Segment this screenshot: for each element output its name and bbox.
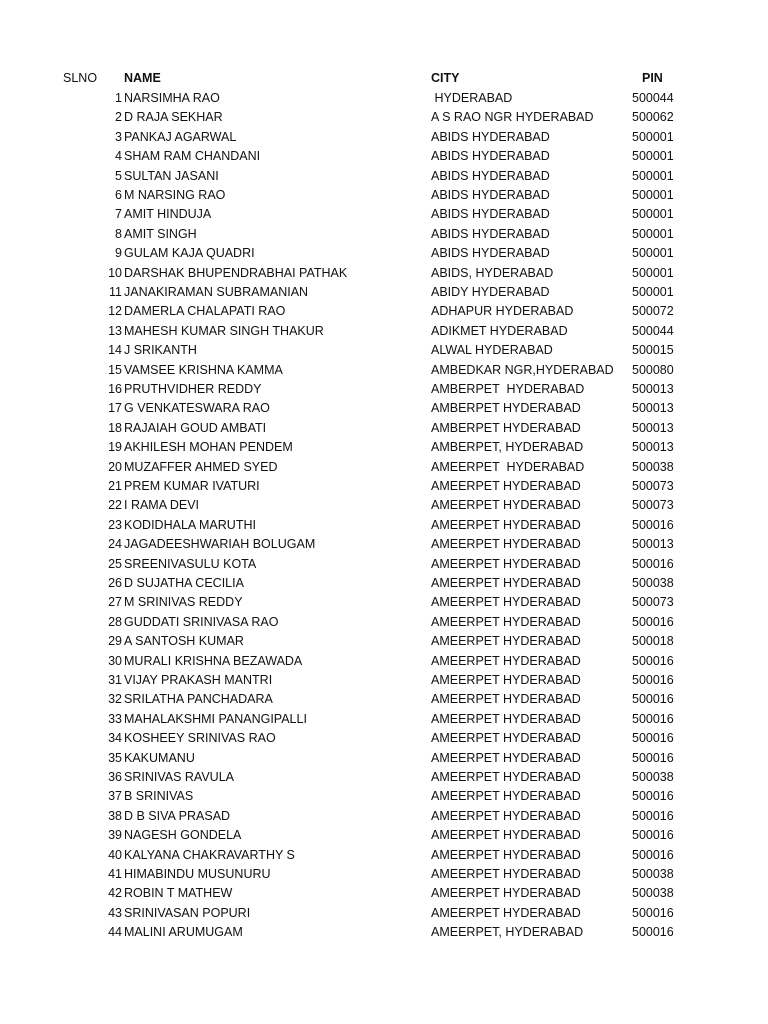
- slno-cell: 21: [108, 479, 122, 493]
- name-cell: NARSIMHA RAO: [124, 91, 220, 105]
- slno-cell: 4: [115, 149, 122, 164]
- slno-cell: 15: [108, 362, 122, 377]
- name-cell: D RAJA SEKHAR: [124, 110, 223, 125]
- slno-cell: 36: [108, 770, 122, 784]
- table-row: [0, 516, 768, 535]
- table-row: [0, 671, 768, 690]
- city-cell: AMEERPET HYDERABAD: [431, 750, 581, 765]
- table-row: [0, 632, 768, 651]
- table-row: [0, 593, 768, 612]
- table-row: [0, 652, 768, 671]
- city-cell: AMEERPET HYDERABAD: [431, 847, 581, 862]
- pin-cell: 500016: [632, 614, 674, 629]
- city-cell: HYDERABAD: [431, 91, 513, 105]
- table-row: [0, 419, 768, 438]
- name-cell: A SANTOSH KUMAR: [124, 634, 244, 649]
- table-row: [0, 264, 768, 283]
- city-cell: AMEERPET HYDERABAD: [431, 595, 581, 610]
- name-cell: J SRIKANTH: [124, 343, 197, 358]
- slno-cell: 24: [108, 537, 122, 552]
- pin-cell: 500001: [632, 207, 674, 222]
- table-row: [0, 710, 768, 729]
- pin-cell: 500038: [632, 576, 674, 590]
- pin-cell: 500072: [632, 304, 674, 319]
- pin-cell: 500044: [632, 91, 674, 105]
- slno-cell: 28: [108, 614, 122, 629]
- name-cell: PANKAJ AGARWAL: [124, 129, 237, 144]
- name-cell: KOSHEEY SRINIVAS RAO: [124, 731, 276, 746]
- city-cell: AMBERPET HYDERABAD: [431, 382, 585, 396]
- slno-cell: 6: [115, 188, 122, 202]
- pin-cell: 500013: [632, 401, 674, 416]
- table-row: [0, 574, 768, 593]
- slno-cell: 23: [108, 517, 122, 532]
- table-row: [0, 361, 768, 380]
- pin-cell: 500001: [632, 226, 674, 241]
- slno-cell: 1: [115, 91, 122, 105]
- slno-cell: 43: [108, 905, 122, 920]
- city-cell: AMEERPET, HYDERABAD: [431, 925, 584, 940]
- name-cell: GULAM KAJA QUADRI: [124, 246, 255, 261]
- table-row: [0, 768, 768, 787]
- pin-cell: 500016: [632, 692, 674, 707]
- pin-cell: 500001: [632, 129, 674, 144]
- table-row: [0, 535, 768, 554]
- table-row: [0, 807, 768, 826]
- name-cell: M SRINIVAS REDDY: [124, 595, 243, 610]
- name-cell: I RAMA DEVI: [124, 498, 200, 513]
- table-row: [0, 341, 768, 360]
- slno-cell: 11: [109, 285, 122, 299]
- city-cell: AMBERPET HYDERABAD: [431, 401, 581, 416]
- pin-cell: 500038: [632, 459, 674, 474]
- table-row: [0, 399, 768, 418]
- pin-cell: 500080: [632, 362, 674, 377]
- slno-cell: 22: [108, 498, 122, 513]
- table-header-row: [0, 69, 768, 88]
- pin-cell: 500016: [632, 653, 674, 668]
- city-cell: ABIDS HYDERABAD: [431, 207, 550, 222]
- city-cell: ABIDS HYDERABAD: [431, 246, 550, 261]
- name-cell: GUDDATI SRINIVASA RAO: [124, 614, 279, 629]
- table-row: [0, 787, 768, 806]
- city-cell: ADIKMET HYDERABAD: [431, 323, 568, 338]
- table-row: [0, 167, 768, 186]
- column-header-city: CITY: [431, 71, 460, 85]
- slno-cell: 16: [108, 382, 122, 396]
- name-cell: PREM KUMAR IVATURI: [124, 479, 260, 493]
- city-cell: AMEERPET HYDERABAD: [431, 886, 581, 901]
- slno-cell: 39: [108, 828, 122, 843]
- city-cell: ALWAL HYDERABAD: [431, 343, 553, 358]
- name-cell: NAGESH GONDELA: [124, 828, 242, 843]
- table-row: [0, 826, 768, 845]
- city-cell: AMEERPET HYDERABAD: [431, 576, 581, 590]
- slno-cell: 10: [108, 265, 122, 280]
- table-row: [0, 496, 768, 515]
- name-cell: JAGADEESHWARIAH BOLUGAM: [124, 537, 316, 552]
- table-row: [0, 225, 768, 244]
- name-cell: M NARSING RAO: [124, 188, 226, 202]
- city-cell: AMBEDKAR NGR,HYDERABAD: [431, 362, 614, 377]
- pin-cell: 500016: [632, 905, 674, 920]
- slno-cell: 12: [108, 304, 122, 319]
- table-row: [0, 205, 768, 224]
- table-row: [0, 108, 768, 127]
- slno-cell: 8: [115, 226, 122, 241]
- pin-cell: 500038: [632, 867, 674, 881]
- pin-cell: 500001: [632, 246, 674, 261]
- table-row: [0, 749, 768, 768]
- slno-cell: 20: [108, 459, 122, 474]
- name-cell: KODIDHALA MARUTHI: [124, 517, 256, 532]
- pin-cell: 500016: [632, 750, 674, 765]
- pin-cell: 500016: [632, 808, 674, 823]
- city-cell: AMEERPET HYDERABAD: [431, 479, 581, 493]
- slno-cell: 44: [108, 925, 122, 940]
- name-cell: MALINI ARUMUGAM: [124, 925, 243, 940]
- slno-cell: 35: [108, 750, 122, 765]
- name-cell: AMIT HINDUJA: [124, 207, 212, 222]
- city-cell: AMEERPET HYDERABAD: [431, 789, 581, 804]
- city-cell: AMEERPET HYDERABAD: [431, 731, 581, 746]
- city-cell: ABIDS HYDERABAD: [431, 188, 550, 202]
- slno-cell: 29: [108, 634, 122, 649]
- city-cell: ABIDS, HYDERABAD: [431, 265, 554, 280]
- slno-cell: 34: [108, 731, 122, 746]
- city-cell: ABIDS HYDERABAD: [431, 129, 550, 144]
- city-cell: AMEERPET HYDERABAD: [431, 459, 585, 474]
- slno-cell: 37: [108, 789, 122, 804]
- slno-cell: 42: [108, 886, 122, 901]
- column-header-slno: SLNO: [63, 71, 98, 85]
- slno-cell: 31: [108, 673, 122, 687]
- name-cell: KALYANA CHAKRAVARTHY S: [124, 847, 295, 862]
- name-cell: VAMSEE KRISHNA KAMMA: [124, 362, 283, 377]
- pin-cell: 500016: [632, 673, 674, 687]
- column-header-pin: PIN: [642, 71, 663, 85]
- pin-cell: 500062: [632, 110, 674, 125]
- slno-cell: 7: [115, 207, 122, 222]
- name-cell: SRINIVASAN POPURI: [124, 905, 251, 920]
- slno-cell: 2: [115, 110, 122, 125]
- pin-cell: 500013: [632, 382, 674, 396]
- slno-cell: 38: [108, 808, 122, 823]
- table-row: [0, 884, 768, 903]
- name-cell: VIJAY PRAKASH MANTRI: [124, 673, 273, 687]
- city-cell: ABIDS HYDERABAD: [431, 149, 550, 164]
- city-cell: AMEERPET HYDERABAD: [431, 692, 581, 707]
- table-row: [0, 613, 768, 632]
- name-cell: DARSHAK BHUPENDRABHAI PATHAK: [124, 265, 348, 280]
- name-cell: SULTAN JASANI: [124, 168, 219, 183]
- pin-cell: 500016: [632, 828, 674, 843]
- pin-cell: 500001: [632, 265, 674, 280]
- city-cell: AMEERPET HYDERABAD: [431, 770, 581, 784]
- slno-cell: 41: [108, 867, 122, 881]
- slno-cell: 33: [108, 711, 122, 726]
- city-cell: A S RAO NGR HYDERABAD: [431, 110, 594, 125]
- table-row: [0, 904, 768, 923]
- city-cell: ABIDS HYDERABAD: [431, 168, 550, 183]
- name-cell: D B SIVA PRASAD: [124, 808, 231, 823]
- pin-cell: 500016: [632, 847, 674, 862]
- name-cell: SREENIVASULU KOTA: [124, 556, 257, 571]
- name-cell: SHAM RAM CHANDANI: [124, 149, 261, 164]
- name-cell: B SRINIVAS: [124, 789, 194, 804]
- pin-cell: 500001: [632, 188, 674, 202]
- pin-cell: 500016: [632, 731, 674, 746]
- table-row: [0, 690, 768, 709]
- city-cell: ABIDS HYDERABAD: [431, 226, 550, 241]
- table-row: [0, 302, 768, 321]
- pin-cell: 500038: [632, 770, 674, 784]
- name-cell: KAKUMANU: [124, 750, 195, 765]
- pin-cell: 500001: [632, 149, 674, 164]
- slno-cell: 9: [115, 246, 122, 261]
- city-cell: AMEERPET HYDERABAD: [431, 498, 581, 513]
- slno-cell: 17: [108, 401, 122, 416]
- name-cell: AKHILESH MOHAN PENDEM: [124, 440, 293, 455]
- city-cell: AMBERPET HYDERABAD: [431, 420, 581, 435]
- table-row: [0, 283, 768, 302]
- name-cell: AMIT SINGH: [124, 226, 197, 241]
- name-cell: SRINIVAS RAVULA: [124, 770, 234, 784]
- pin-cell: 500073: [632, 479, 674, 493]
- city-cell: ABIDY HYDERABAD: [431, 285, 550, 299]
- name-cell: HIMABINDU MUSUNURU: [124, 867, 271, 881]
- slno-cell: 40: [108, 847, 122, 862]
- name-cell: MAHESH KUMAR SINGH THAKUR: [124, 323, 324, 338]
- table-row: [0, 380, 768, 399]
- name-cell: D SUJATHA CECILIA: [124, 576, 244, 590]
- pin-cell: 500018: [632, 634, 674, 649]
- table-row: [0, 186, 768, 205]
- table-row: [0, 458, 768, 477]
- city-cell: AMEERPET HYDERABAD: [431, 867, 581, 881]
- pin-cell: 500016: [632, 925, 674, 940]
- table-row: [0, 555, 768, 574]
- city-cell: AMEERPET HYDERABAD: [431, 537, 581, 552]
- pin-cell: 500016: [632, 711, 674, 726]
- pin-cell: 500013: [632, 420, 674, 435]
- slno-cell: 19: [108, 440, 122, 455]
- pin-cell: 500073: [632, 595, 674, 610]
- table-row: [0, 147, 768, 166]
- slno-cell: 32: [108, 692, 122, 707]
- table-row: [0, 477, 768, 496]
- name-cell: MUZAFFER AHMED SYED: [124, 459, 278, 474]
- city-cell: AMEERPET HYDERABAD: [431, 905, 581, 920]
- pin-cell: 500038: [632, 886, 674, 901]
- city-cell: AMEERPET HYDERABAD: [431, 711, 581, 726]
- city-cell: ADHAPUR HYDERABAD: [431, 304, 574, 319]
- name-cell: PRUTHVIDHER REDDY: [124, 382, 262, 396]
- name-cell: JANAKIRAMAN SUBRAMANIAN: [124, 285, 309, 299]
- city-cell: AMEERPET HYDERABAD: [431, 517, 581, 532]
- slno-cell: 14: [108, 343, 122, 358]
- slno-cell: 13: [108, 323, 122, 338]
- pin-cell: 500001: [632, 285, 674, 299]
- name-cell: DAMERLA CHALAPATI RAO: [124, 304, 286, 319]
- pin-cell: 500016: [632, 517, 674, 532]
- table-row: [0, 729, 768, 748]
- table-row: [0, 322, 768, 341]
- pin-cell: 500013: [632, 440, 674, 455]
- city-cell: AMEERPET HYDERABAD: [431, 653, 581, 668]
- pin-cell: 500073: [632, 498, 674, 513]
- pin-cell: 500016: [632, 556, 674, 571]
- slno-cell: 26: [108, 576, 122, 590]
- table-row: [0, 846, 768, 865]
- name-cell: MURALI KRISHNA BEZAWADA: [124, 653, 303, 668]
- name-cell: ROBIN T MATHEW: [124, 886, 233, 901]
- city-cell: AMEERPET HYDERABAD: [431, 673, 581, 687]
- name-cell: MAHALAKSHMI PANANGIPALLI: [124, 711, 307, 726]
- city-cell: AMEERPET HYDERABAD: [431, 828, 581, 843]
- pin-cell: 500001: [632, 168, 674, 183]
- city-cell: AMEERPET HYDERABAD: [431, 808, 581, 823]
- slno-cell: 3: [115, 129, 122, 144]
- table-row: [0, 438, 768, 457]
- table-row: [0, 89, 768, 108]
- slno-cell: 5: [115, 168, 122, 183]
- table-row: [0, 128, 768, 147]
- pin-cell: 500013: [632, 537, 674, 552]
- table-row: [0, 865, 768, 884]
- table-row: [0, 923, 768, 942]
- pin-cell: 500015: [632, 343, 674, 358]
- city-cell: AMEERPET HYDERABAD: [431, 614, 581, 629]
- name-cell: RAJAIAH GOUD AMBATI: [124, 420, 267, 435]
- slno-cell: 27: [108, 595, 122, 610]
- slno-cell: 18: [108, 420, 122, 435]
- pin-cell: 500044: [632, 323, 674, 338]
- slno-cell: 30: [108, 653, 122, 668]
- column-header-name: NAME: [124, 71, 161, 85]
- slno-cell: 25: [108, 556, 122, 571]
- city-cell: AMBERPET, HYDERABAD: [431, 440, 584, 455]
- pin-cell: 500016: [632, 789, 674, 804]
- name-cell: SRILATHA PANCHADARA: [124, 692, 273, 707]
- city-cell: AMEERPET HYDERABAD: [431, 556, 581, 571]
- table-row: [0, 244, 768, 263]
- name-cell: G VENKATESWARA RAO: [124, 401, 270, 416]
- city-cell: AMEERPET HYDERABAD: [431, 634, 581, 649]
